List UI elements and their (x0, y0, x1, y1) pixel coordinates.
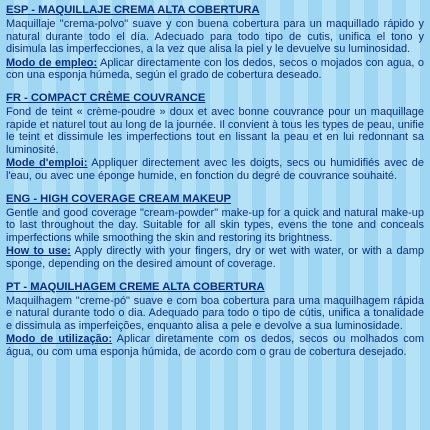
section-heading: ENG - HIGH COVERAGE CREAM MAKEUP (6, 192, 232, 205)
section-french (6, 92, 424, 183)
usage-paragraph (6, 245, 424, 270)
usage-text: Apply directly with your fingers, dry or wet with water, or with a damp sponge, depending on the desired amount of coverage. (6, 245, 424, 270)
section-body: Maquillaje "crema-polvo" suave y con buena cobertura para un maquillado rápido y natural durante todo el día. Adecuado para todo tipo de cutis, unifica el tono y disimula las imperfecciones, a la vez que alisa la piel y le devuelve su luminosidad. (6, 18, 424, 56)
section-heading: FR - COMPACT CRÈME COUVRANCE (6, 91, 206, 104)
section-english (6, 193, 424, 271)
usage-label: How to use: (6, 245, 71, 258)
section-body: Fond de teint « crème-poudre » doux et avec bonne couvrance pour un maquillage rapide et naturel tout au long de la journée. Il convient à tous les types de peau, unifie le teint et dissimule les imperfections tout en lissant la peau et en lui redonnant sa luminosité. (6, 105, 424, 156)
usage-label: Mode d'emploi: (6, 157, 88, 170)
section-spanish (6, 4, 424, 82)
section-heading: PT - MAQUILHAGEM CREME ALTA COBERTURA (6, 280, 265, 293)
section-heading: ESP - MAQUILLAJE CREMA ALTA COBERTURA (6, 4, 260, 16)
usage-text: Aplicar directamente con los dedos, secos o mojados con agua, o con una esponja húmeda, según el grado de cobertura deseado. (6, 56, 424, 82)
usage-text: Appliquer directement avec les doigts, secs ou humidifiés avec de l'eau, ou avec une éponge humide, en fonction du degré de couvrance souhaité. (6, 157, 424, 182)
usage-text: Aplicar diretamente com os dedos, secos ou molhados com água, ou com uma esponja húmida, de acordo com o grau de cobertura desejado. (6, 333, 424, 358)
usage-paragraph (6, 57, 424, 82)
section-body: Maquilhagem "creme-pó" suave e com boa cobertura para uma maquilhagem rápida e natural durante todo o dia. Adequado para todo o tipo de cútis, unifica a tonalidade e dissimula as imperfeições, enquanto alisa a pele e devolve a sua luminosidade. (6, 294, 424, 332)
usage-paragraph (6, 333, 424, 358)
section-portuguese (6, 281, 424, 359)
usage-paragraph (6, 157, 424, 182)
usage-label: Modo de empleo: (6, 56, 98, 69)
section-body: Gentle and good coverage "cream-powder" make-up for a quick and natural make-up to last throughout the day. Suitable for all skin types, evens the tone and conceals imperfections while smoothing the skin and restoring its brightness. (6, 206, 424, 244)
usage-label: Modo de utilização: (6, 333, 113, 346)
